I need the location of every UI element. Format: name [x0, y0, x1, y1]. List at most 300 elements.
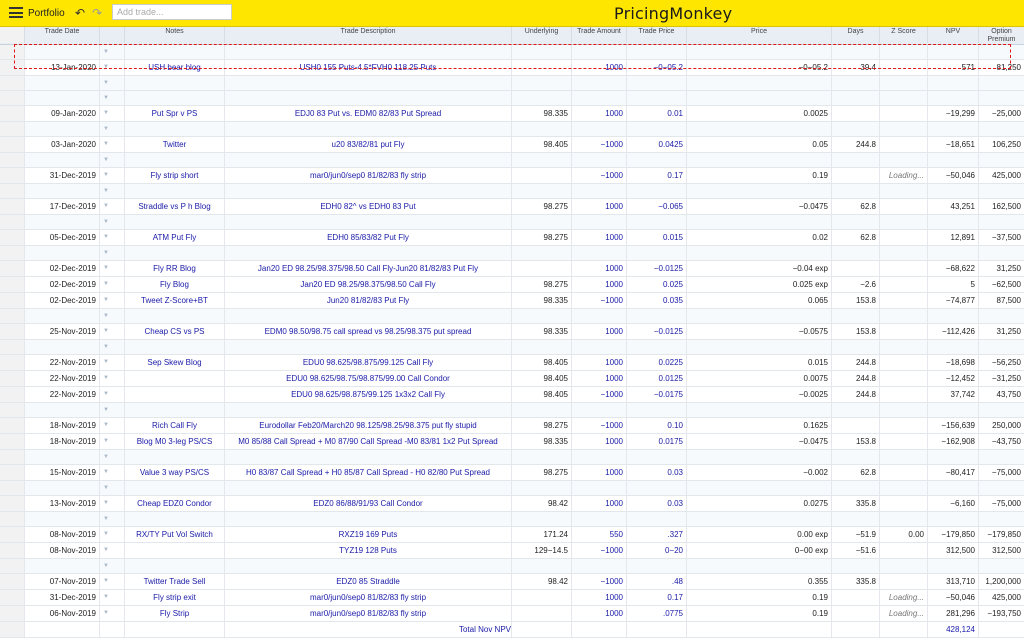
trade-amount-cell[interactable]: 1000 [572, 106, 627, 121]
table-row[interactable] [0, 590, 1024, 606]
trade-amount-cell[interactable]: 1000 [572, 465, 627, 480]
trade-price-cell[interactable]: −0.0125 [627, 261, 687, 276]
row-handle[interactable] [0, 450, 25, 464]
row-handle[interactable] [0, 340, 25, 354]
row-handle[interactable] [0, 496, 25, 511]
days-cell[interactable]: 153.8 [832, 324, 880, 339]
npv-cell[interactable]: −74,877 [928, 293, 979, 308]
notes-cell[interactable]: Put Spr v PS [125, 106, 225, 121]
price-cell[interactable]: −0−05.2 [687, 60, 832, 75]
table-row[interactable] [0, 465, 1024, 481]
row-handle[interactable] [0, 309, 25, 323]
price-cell[interactable]: −0.0575 [687, 324, 832, 339]
row-handle[interactable] [0, 168, 25, 183]
row-handle[interactable] [0, 45, 25, 59]
days-cell[interactable]: −51.9 [832, 527, 880, 542]
trade-description-cell[interactable]: EDZ0 85 Straddle [225, 574, 512, 589]
notes-cell[interactable] [125, 371, 225, 386]
row-handle[interactable] [0, 403, 25, 417]
days-cell[interactable] [832, 106, 880, 121]
dropdown-chevron-icon[interactable]: ▼ [100, 434, 125, 449]
dropdown-chevron-icon[interactable]: ▼ [100, 106, 125, 121]
z-score-cell[interactable] [880, 199, 928, 214]
trade-amount-cell[interactable]: 1000 [572, 355, 627, 370]
col-header-npv[interactable]: NPV [928, 27, 979, 43]
trade-date-cell[interactable]: 22-Nov-2019 [25, 355, 100, 370]
trade-date-cell[interactable]: 13-Jan-2020 [25, 60, 100, 75]
npv-cell[interactable]: −179,850 [928, 527, 979, 542]
trade-date-cell[interactable]: 22-Nov-2019 [25, 371, 100, 386]
trade-date-cell[interactable]: 22-Nov-2019 [25, 387, 100, 402]
notes-cell[interactable]: RX/TY Put Vol Switch [125, 527, 225, 542]
dropdown-chevron-icon[interactable]: ▼ [100, 465, 125, 480]
total-row[interactable] [0, 622, 1024, 638]
dropdown-chevron-icon[interactable]: ▼ [100, 371, 125, 386]
price-cell[interactable]: 0.0025 [687, 106, 832, 121]
empty-row[interactable] [0, 512, 1024, 527]
days-cell[interactable]: 62.8 [832, 465, 880, 480]
z-score-cell[interactable] [880, 434, 928, 449]
trade-date-cell[interactable]: 02-Dec-2019 [25, 293, 100, 308]
trade-description-cell[interactable]: EDJ0 83 Put vs. EDM0 82/83 Put Spread [225, 106, 512, 121]
row-handle[interactable] [0, 527, 25, 542]
col-header-trade-date[interactable]: Trade Date [25, 27, 100, 43]
z-score-cell[interactable] [880, 574, 928, 589]
row-handle[interactable] [0, 465, 25, 480]
table-row[interactable] [0, 106, 1024, 122]
trade-amount-cell[interactable]: 1000 [572, 230, 627, 245]
npv-cell[interactable]: −12,452 [928, 371, 979, 386]
npv-cell[interactable]: 5 [928, 277, 979, 292]
trade-description-cell[interactable]: EDZ0 86/88/91/93 Call Condor [225, 496, 512, 511]
price-cell[interactable]: −0.0025 [687, 387, 832, 402]
table-row[interactable] [0, 60, 1024, 76]
empty-row[interactable] [0, 91, 1024, 106]
underlying-cell[interactable]: 98.405 [512, 137, 572, 152]
col-header-notes[interactable]: Notes [125, 27, 225, 43]
price-cell[interactable]: −0.0475 [687, 199, 832, 214]
row-handle[interactable] [0, 261, 25, 276]
trade-amount-cell[interactable]: 1000 [572, 60, 627, 75]
z-score-cell[interactable]: 0.00 [880, 527, 928, 542]
notes-cell[interactable]: Fly strip short [125, 168, 225, 183]
notes-cell[interactable]: Twitter [125, 137, 225, 152]
option-premium-cell[interactable]: −56,250 [991, 358, 1021, 367]
dropdown-chevron-icon[interactable]: ▼ [100, 418, 125, 433]
npv-cell[interactable]: 281,296 [928, 606, 979, 621]
empty-row[interactable] [0, 481, 1024, 496]
npv-cell[interactable]: 313,710 [928, 574, 979, 589]
trade-date-cell[interactable]: 02-Dec-2019 [25, 261, 100, 276]
trade-price-cell[interactable]: 0.03 [627, 465, 687, 480]
row-handle[interactable] [0, 574, 25, 589]
trade-description-cell[interactable]: Jan20 ED 98.25/98.375/98.50 Call Fly [225, 277, 512, 292]
dropdown-chevron-icon[interactable]: ▼ [100, 512, 125, 526]
option-premium-cell[interactable]: −31,250 [991, 374, 1021, 383]
underlying-cell[interactable]: 98.275 [512, 230, 572, 245]
z-score-cell[interactable] [880, 230, 928, 245]
option-premium-cell[interactable]: −43,750 [991, 437, 1021, 446]
dropdown-chevron-icon[interactable]: ▼ [100, 246, 125, 260]
npv-cell[interactable]: −6,160 [928, 496, 979, 511]
row-handle[interactable] [0, 293, 25, 308]
underlying-cell[interactable]: 98.405 [512, 371, 572, 386]
z-score-cell[interactable] [880, 387, 928, 402]
trade-amount-cell[interactable]: 1000 [572, 261, 627, 276]
trade-price-cell[interactable]: 0.0125 [627, 371, 687, 386]
days-cell[interactable]: 244.8 [832, 137, 880, 152]
trade-price-cell[interactable]: 0.025 [627, 277, 687, 292]
trade-date-cell[interactable]: 17-Dec-2019 [25, 199, 100, 214]
option-premium-cell[interactable]: −193,750 [987, 609, 1021, 618]
days-cell[interactable]: −51.6 [832, 543, 880, 558]
notes-cell[interactable]: Sep Skew Blog [125, 355, 225, 370]
option-premium-cell[interactable]: 81,250 [996, 63, 1021, 72]
empty-row[interactable] [0, 340, 1024, 355]
notes-cell[interactable] [125, 543, 225, 558]
price-cell[interactable]: 0.02 [687, 230, 832, 245]
price-cell[interactable]: 0−00 exp [687, 543, 832, 558]
z-score-cell[interactable] [880, 496, 928, 511]
dropdown-chevron-icon[interactable] [100, 622, 125, 637]
dropdown-chevron-icon[interactable]: ▼ [100, 91, 125, 105]
notes-cell[interactable]: Cheap CS vs PS [125, 324, 225, 339]
hamburger-menu-icon[interactable] [9, 7, 23, 18]
table-row[interactable] [0, 293, 1024, 309]
dropdown-chevron-icon[interactable]: ▼ [100, 199, 125, 214]
days-cell[interactable]: 244.8 [832, 355, 880, 370]
trade-date-cell[interactable]: 07-Nov-2019 [25, 574, 100, 589]
npv-cell[interactable]: −162,908 [928, 434, 979, 449]
row-handle[interactable] [0, 371, 25, 386]
trade-date-cell[interactable]: 08-Nov-2019 [25, 543, 100, 558]
trade-amount-cell[interactable]: −1000 [572, 293, 627, 308]
price-cell[interactable]: −0.002 [687, 465, 832, 480]
row-handle[interactable] [0, 246, 25, 260]
dropdown-chevron-icon[interactable]: ▼ [100, 277, 125, 292]
col-header-days[interactable]: Days [832, 27, 880, 43]
trade-description-cell[interactable]: EDH0 85/83/82 Put Fly [225, 230, 512, 245]
trade-description-cell[interactable]: mar0/jun0/sep0 81/82/83 fly strip [225, 606, 512, 621]
row-handle[interactable] [0, 387, 25, 402]
table-row[interactable] [0, 606, 1024, 622]
dropdown-chevron-icon[interactable]: ▼ [100, 261, 125, 276]
col-header-trade-description[interactable]: Trade Description [225, 27, 512, 43]
dropdown-chevron-icon[interactable]: ▼ [100, 184, 125, 198]
trade-description-cell[interactable]: mar0/jun0/sep0 81/82/83 fly strip [225, 590, 512, 605]
trade-amount-cell[interactable]: 1000 [572, 324, 627, 339]
price-cell[interactable]: 0.19 [687, 590, 832, 605]
underlying-cell[interactable]: 98.275 [512, 418, 572, 433]
trade-date-cell[interactable]: 31-Dec-2019 [25, 590, 100, 605]
row-handle[interactable] [0, 153, 25, 167]
trade-amount-cell[interactable]: −1000 [572, 137, 627, 152]
underlying-cell[interactable]: 98.405 [512, 387, 572, 402]
dropdown-chevron-icon[interactable]: ▼ [100, 309, 125, 323]
option-premium-cell[interactable]: 1,200,000 [985, 577, 1021, 586]
days-cell[interactable]: 153.8 [832, 434, 880, 449]
table-row[interactable] [0, 418, 1024, 434]
option-premium-cell[interactable]: 87,500 [996, 296, 1021, 305]
trade-amount-cell[interactable]: 1000 [572, 277, 627, 292]
row-handle[interactable] [0, 606, 25, 621]
days-cell[interactable]: 62.8 [832, 230, 880, 245]
row-handle[interactable] [0, 60, 25, 75]
days-cell[interactable] [832, 168, 880, 183]
col-header-z-score[interactable]: Z Score [880, 27, 928, 43]
option-premium-cell[interactable]: 31,250 [996, 264, 1021, 273]
dropdown-chevron-icon[interactable]: ▼ [100, 168, 125, 183]
npv-cell[interactable]: −18,698 [928, 355, 979, 370]
underlying-cell[interactable]: 98.335 [512, 434, 572, 449]
row-handle[interactable] [0, 184, 25, 198]
row-handle[interactable] [0, 622, 25, 637]
trade-date-cell[interactable]: 31-Dec-2019 [25, 168, 100, 183]
dropdown-chevron-icon[interactable]: ▼ [100, 543, 125, 558]
trade-description-cell[interactable]: EDH0 82^ vs EDH0 83 Put [225, 199, 512, 214]
npv-cell[interactable]: 37,742 [928, 387, 979, 402]
notes-cell[interactable]: Twitter Trade Sell [125, 574, 225, 589]
underlying-cell[interactable]: 98.42 [512, 574, 572, 589]
dropdown-chevron-icon[interactable]: ▼ [100, 403, 125, 417]
trade-price-cell[interactable]: .0775 [627, 606, 687, 621]
trade-amount-cell[interactable]: −1000 [572, 543, 627, 558]
dropdown-chevron-icon[interactable]: ▼ [100, 324, 125, 339]
z-score-cell[interactable] [880, 261, 928, 276]
notes-cell[interactable]: Rich Call Fly [125, 418, 225, 433]
empty-row[interactable] [0, 450, 1024, 465]
underlying-cell[interactable]: 98.275 [512, 277, 572, 292]
trade-price-cell[interactable]: .327 [627, 527, 687, 542]
underlying-cell[interactable]: 129−14.5 [512, 543, 572, 558]
z-score-cell[interactable] [880, 543, 928, 558]
price-cell[interactable]: 0.19 [687, 168, 832, 183]
days-cell[interactable]: 62.8 [832, 199, 880, 214]
option-premium-cell[interactable]: −75,000 [991, 468, 1021, 477]
z-score-cell[interactable] [880, 106, 928, 121]
notes-cell[interactable]: Fly strip exit [125, 590, 225, 605]
trade-date-cell[interactable]: 02-Dec-2019 [25, 277, 100, 292]
row-handle[interactable] [0, 76, 25, 90]
trade-date-cell[interactable]: 25-Nov-2019 [25, 324, 100, 339]
price-cell[interactable]: 0.065 [687, 293, 832, 308]
days-cell[interactable]: 153.8 [832, 293, 880, 308]
trade-description-cell[interactable]: M0 85/88 Call Spread + M0 87/90 Call Spread -M0 83/81 1x2 Put Spread [225, 434, 512, 449]
trade-price-cell[interactable]: 0.17 [627, 168, 687, 183]
npv-cell[interactable]: −68,622 [928, 261, 979, 276]
trade-amount-cell[interactable]: −1000 [572, 168, 627, 183]
col-header-trade-price[interactable]: Trade Price [627, 27, 687, 43]
trade-price-cell[interactable]: 0.17 [627, 590, 687, 605]
npv-cell[interactable]: −112,426 [928, 324, 979, 339]
trade-description-cell[interactable]: Jun20 81/82/83 Put Fly [225, 293, 512, 308]
price-cell[interactable]: 0.00 exp [687, 527, 832, 542]
empty-row[interactable] [0, 184, 1024, 199]
table-row[interactable] [0, 324, 1024, 340]
trade-amount-cell[interactable]: 1000 [572, 496, 627, 511]
trade-price-cell[interactable]: 0.035 [627, 293, 687, 308]
row-handle[interactable] [0, 434, 25, 449]
dropdown-chevron-icon[interactable]: ▼ [100, 60, 125, 75]
row-handle[interactable] [0, 215, 25, 229]
trade-price-cell[interactable]: −0.065 [627, 199, 687, 214]
undo-icon[interactable]: ↶ [75, 6, 86, 20]
dropdown-chevron-icon[interactable]: ▼ [100, 340, 125, 354]
row-handle[interactable] [0, 91, 25, 105]
price-cell[interactable]: 0.0275 [687, 496, 832, 511]
z-score-cell[interactable]: Loading... [880, 606, 928, 621]
trade-price-cell[interactable]: −0.0175 [627, 387, 687, 402]
table-row[interactable] [0, 277, 1024, 293]
dropdown-chevron-icon[interactable]: ▼ [100, 590, 125, 605]
row-handle[interactable] [0, 512, 25, 526]
table-row[interactable] [0, 230, 1024, 246]
trade-amount-cell[interactable]: 1000 [572, 606, 627, 621]
row-handle[interactable] [0, 277, 25, 292]
trade-date-cell[interactable]: 13-Nov-2019 [25, 496, 100, 511]
dropdown-chevron-icon[interactable]: ▼ [100, 137, 125, 152]
price-cell[interactable]: 0.1625 [687, 418, 832, 433]
trade-date-cell[interactable]: 09-Jan-2020 [25, 106, 100, 121]
trade-description-cell[interactable]: Eurodollar Feb20/March20 98.125/98.25/98.375 put fly stupid [225, 418, 512, 433]
days-cell[interactable]: 335.8 [832, 496, 880, 511]
trade-date-cell[interactable]: 18-Nov-2019 [25, 434, 100, 449]
option-premium-cell[interactable]: 312,500 [992, 546, 1021, 555]
price-cell[interactable]: 0.015 [687, 355, 832, 370]
option-premium-cell[interactable]: −62,500 [991, 280, 1021, 289]
z-score-cell[interactable] [880, 371, 928, 386]
table-row[interactable] [0, 355, 1024, 371]
underlying-cell[interactable]: 98.405 [512, 355, 572, 370]
dropdown-chevron-icon[interactable]: ▼ [100, 606, 125, 621]
underlying-cell[interactable] [512, 590, 572, 605]
trade-price-cell[interactable]: 0.015 [627, 230, 687, 245]
notes-cell[interactable]: Tweet Z-Score+BT [125, 293, 225, 308]
price-cell[interactable]: 0.19 [687, 606, 832, 621]
empty-row[interactable] [0, 45, 1024, 60]
notes-cell[interactable]: Value 3 way PS/CS [125, 465, 225, 480]
dropdown-chevron-icon[interactable]: ▼ [100, 45, 125, 59]
trade-date-cell[interactable]: 18-Nov-2019 [25, 418, 100, 433]
trade-description-cell[interactable]: EDU0 98.625/98.75/98.875/99.00 Call Condor [225, 371, 512, 386]
trade-date-cell[interactable]: 08-Nov-2019 [25, 527, 100, 542]
empty-row[interactable] [0, 76, 1024, 91]
days-cell[interactable] [832, 418, 880, 433]
row-handle[interactable] [0, 137, 25, 152]
npv-cell[interactable]: 312,500 [928, 543, 979, 558]
underlying-cell[interactable] [512, 60, 572, 75]
npv-cell[interactable]: −19,299 [928, 106, 979, 121]
notes-cell[interactable]: Straddle vs P h Blog [125, 199, 225, 214]
row-handle[interactable] [0, 230, 25, 245]
row-handle[interactable] [0, 106, 25, 121]
dropdown-chevron-icon[interactable]: ▼ [100, 355, 125, 370]
trade-description-cell[interactable]: mar0/jun0/sep0 81/82/83 fly strip [225, 168, 512, 183]
npv-cell[interactable]: 571 [928, 60, 979, 75]
npv-cell[interactable]: −80,417 [928, 465, 979, 480]
price-cell[interactable]: 0.025 exp [687, 277, 832, 292]
npv-cell[interactable]: −50,046 [928, 590, 979, 605]
row-handle[interactable] [0, 559, 25, 573]
trade-date-cell[interactable]: 05-Dec-2019 [25, 230, 100, 245]
empty-row[interactable] [0, 559, 1024, 574]
days-cell[interactable] [832, 590, 880, 605]
price-cell[interactable]: 0.05 [687, 137, 832, 152]
underlying-cell[interactable] [512, 261, 572, 276]
underlying-cell[interactable]: 98.335 [512, 324, 572, 339]
z-score-cell[interactable] [880, 465, 928, 480]
option-premium-cell[interactable]: 106,250 [992, 140, 1021, 149]
npv-cell[interactable]: −156,639 [928, 418, 979, 433]
trade-date-cell[interactable]: 03-Jan-2020 [25, 137, 100, 152]
notes-cell[interactable]: Cheap EDZ0 Condor [125, 496, 225, 511]
row-handle[interactable] [0, 590, 25, 605]
z-score-cell[interactable] [880, 277, 928, 292]
dropdown-chevron-icon[interactable]: ▼ [100, 559, 125, 573]
trade-price-cell[interactable]: 0.0425 [627, 137, 687, 152]
z-score-cell[interactable] [880, 418, 928, 433]
table-row[interactable] [0, 574, 1024, 590]
col-header-price[interactable]: Price [687, 27, 832, 43]
npv-cell[interactable]: −50,046 [928, 168, 979, 183]
npv-cell[interactable]: 12,891 [928, 230, 979, 245]
underlying-cell[interactable]: 171.24 [512, 527, 572, 542]
option-premium-cell[interactable]: −25,000 [991, 109, 1021, 118]
dropdown-chevron-icon[interactable]: ▼ [100, 387, 125, 402]
underlying-cell[interactable]: 98.335 [512, 106, 572, 121]
dropdown-chevron-icon[interactable]: ▼ [100, 527, 125, 542]
trade-price-cell[interactable]: 0.10 [627, 418, 687, 433]
dropdown-chevron-icon[interactable]: ▼ [100, 215, 125, 229]
notes-cell[interactable] [125, 387, 225, 402]
row-handle[interactable] [0, 355, 25, 370]
empty-row[interactable] [0, 122, 1024, 137]
table-row[interactable] [0, 434, 1024, 450]
price-cell[interactable]: 0.355 [687, 574, 832, 589]
trade-description-cell[interactable]: USH0 155 Puts-4.5*FVH0 118.25 Puts [225, 60, 512, 75]
option-premium-cell[interactable]: 250,000 [992, 421, 1021, 430]
table-row[interactable] [0, 168, 1024, 184]
dropdown-chevron-icon[interactable]: ▼ [100, 122, 125, 136]
col-header-trade-amount[interactable]: Trade Amount [572, 27, 627, 43]
z-score-cell[interactable] [880, 137, 928, 152]
underlying-cell[interactable]: 98.275 [512, 465, 572, 480]
npv-cell[interactable]: 43,251 [928, 199, 979, 214]
table-row[interactable] [0, 371, 1024, 387]
days-cell[interactable]: 335.8 [832, 574, 880, 589]
option-premium-cell[interactable]: 425,000 [992, 171, 1021, 180]
underlying-cell[interactable] [512, 168, 572, 183]
trade-amount-cell[interactable]: −1000 [572, 574, 627, 589]
days-cell[interactable]: 39.4 [832, 60, 880, 75]
row-handle[interactable] [0, 324, 25, 339]
trade-date-cell[interactable]: 06-Nov-2019 [25, 606, 100, 621]
days-cell[interactable] [832, 606, 880, 621]
table-row[interactable] [0, 137, 1024, 153]
days-cell[interactable]: 244.8 [832, 387, 880, 402]
row-handle[interactable] [0, 543, 25, 558]
z-score-cell[interactable]: Loading... [880, 590, 928, 605]
option-premium-cell[interactable]: −75,000 [991, 499, 1021, 508]
days-cell[interactable] [832, 261, 880, 276]
empty-row[interactable] [0, 309, 1024, 324]
table-row[interactable] [0, 199, 1024, 215]
days-cell[interactable]: 244.8 [832, 371, 880, 386]
trade-description-cell[interactable]: EDU0 98.625/98.875/99.125 1x3x2 Call Fly [225, 387, 512, 402]
z-score-cell[interactable]: Loading... [880, 168, 928, 183]
trade-description-cell[interactable]: EDU0 98.625/98.875/99.125 Call Fly [225, 355, 512, 370]
trade-amount-cell[interactable]: 1000 [572, 590, 627, 605]
